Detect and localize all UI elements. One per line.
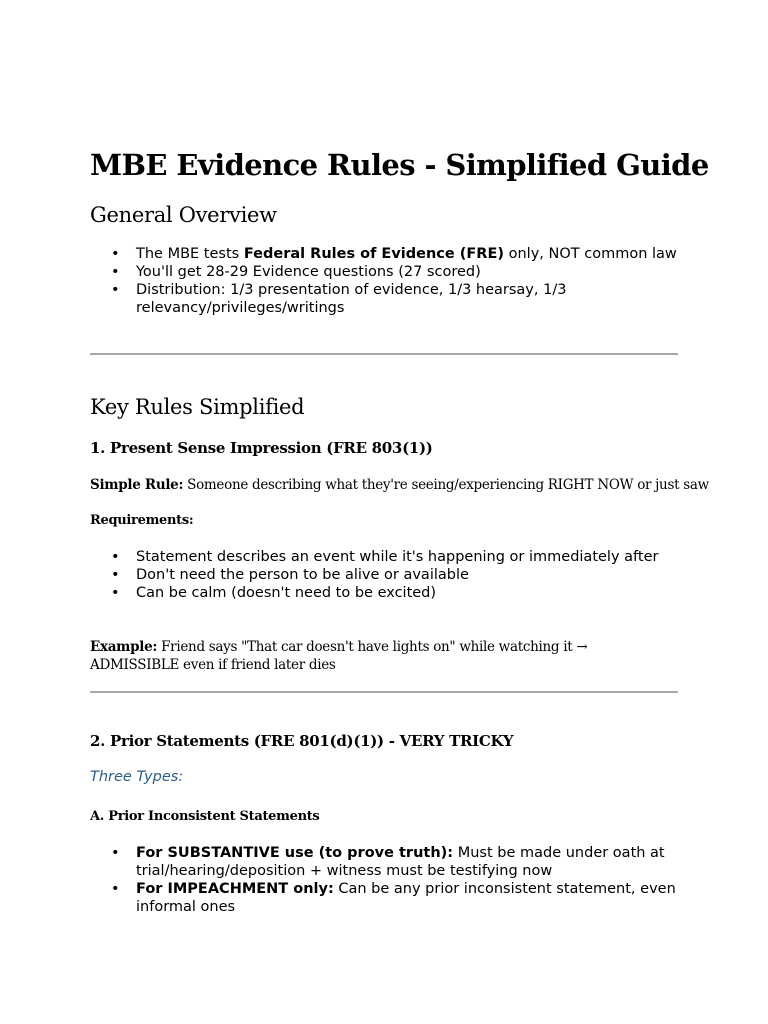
simple-rule-paragraph: Simple Rule: Someone describing what they're seeing/experiencing RIGHT NOW or just saw: [90, 477, 709, 493]
section-divider: [90, 691, 678, 693]
page-title: MBE Evidence Rules - Simplified Guide: [90, 148, 709, 182]
list-item: • The MBE tests Federal Rules of Evidence (FRE) only, NOT common law: [90, 245, 678, 263]
section-divider: [90, 353, 678, 355]
overview-list: [90, 245, 678, 317]
rule-heading-present-sense: 1. Present Sense Impression (FRE 803(1)): [90, 439, 433, 457]
bold-text: Federal Rules of Evidence (FRE): [243, 246, 505, 262]
three-types-label: Three Types:: [90, 769, 184, 785]
section-heading-key-rules: Key Rules Simplified: [90, 395, 305, 419]
section-heading-general-overview: General Overview: [90, 203, 277, 227]
list-item: • You'll get 28-29 Evidence questions (27 scored): [90, 263, 678, 281]
example-paragraph: Example: Friend says "That car doesn't have lights on" while watching it → ADMISSIBLE even if friend later dies: [90, 639, 588, 673]
subheading-prior-inconsistent: A. Prior Inconsistent Statements: [90, 809, 320, 824]
list-item: • Don't need the person to be alive or available: [90, 566, 678, 584]
list-item: • For SUBSTANTIVE use (to prove truth): Must be made under oath at trial/hearing/deposition + witness must be testifying now: [90, 844, 678, 880]
requirements-list: [90, 548, 678, 602]
list-item: • For IMPEACHMENT only: Can be any prior inconsistent statement, even informal ones: [90, 880, 678, 916]
list-item: • Statement describes an event while it's happening or immediately after: [90, 548, 678, 566]
rule-heading-prior-statements: 2. Prior Statements (FRE 801(d)(1)) - VERY TRICKY: [90, 732, 514, 750]
list-item: • Distribution: 1/3 presentation of evidence, 1/3 hearsay, 1/3 relevancy/privileges/writings: [90, 281, 678, 317]
prior-inconsistent-list: [90, 844, 678, 916]
requirements-label: Requirements:: [90, 513, 194, 528]
list-item: • Can be calm (doesn't need to be excited): [90, 584, 678, 602]
